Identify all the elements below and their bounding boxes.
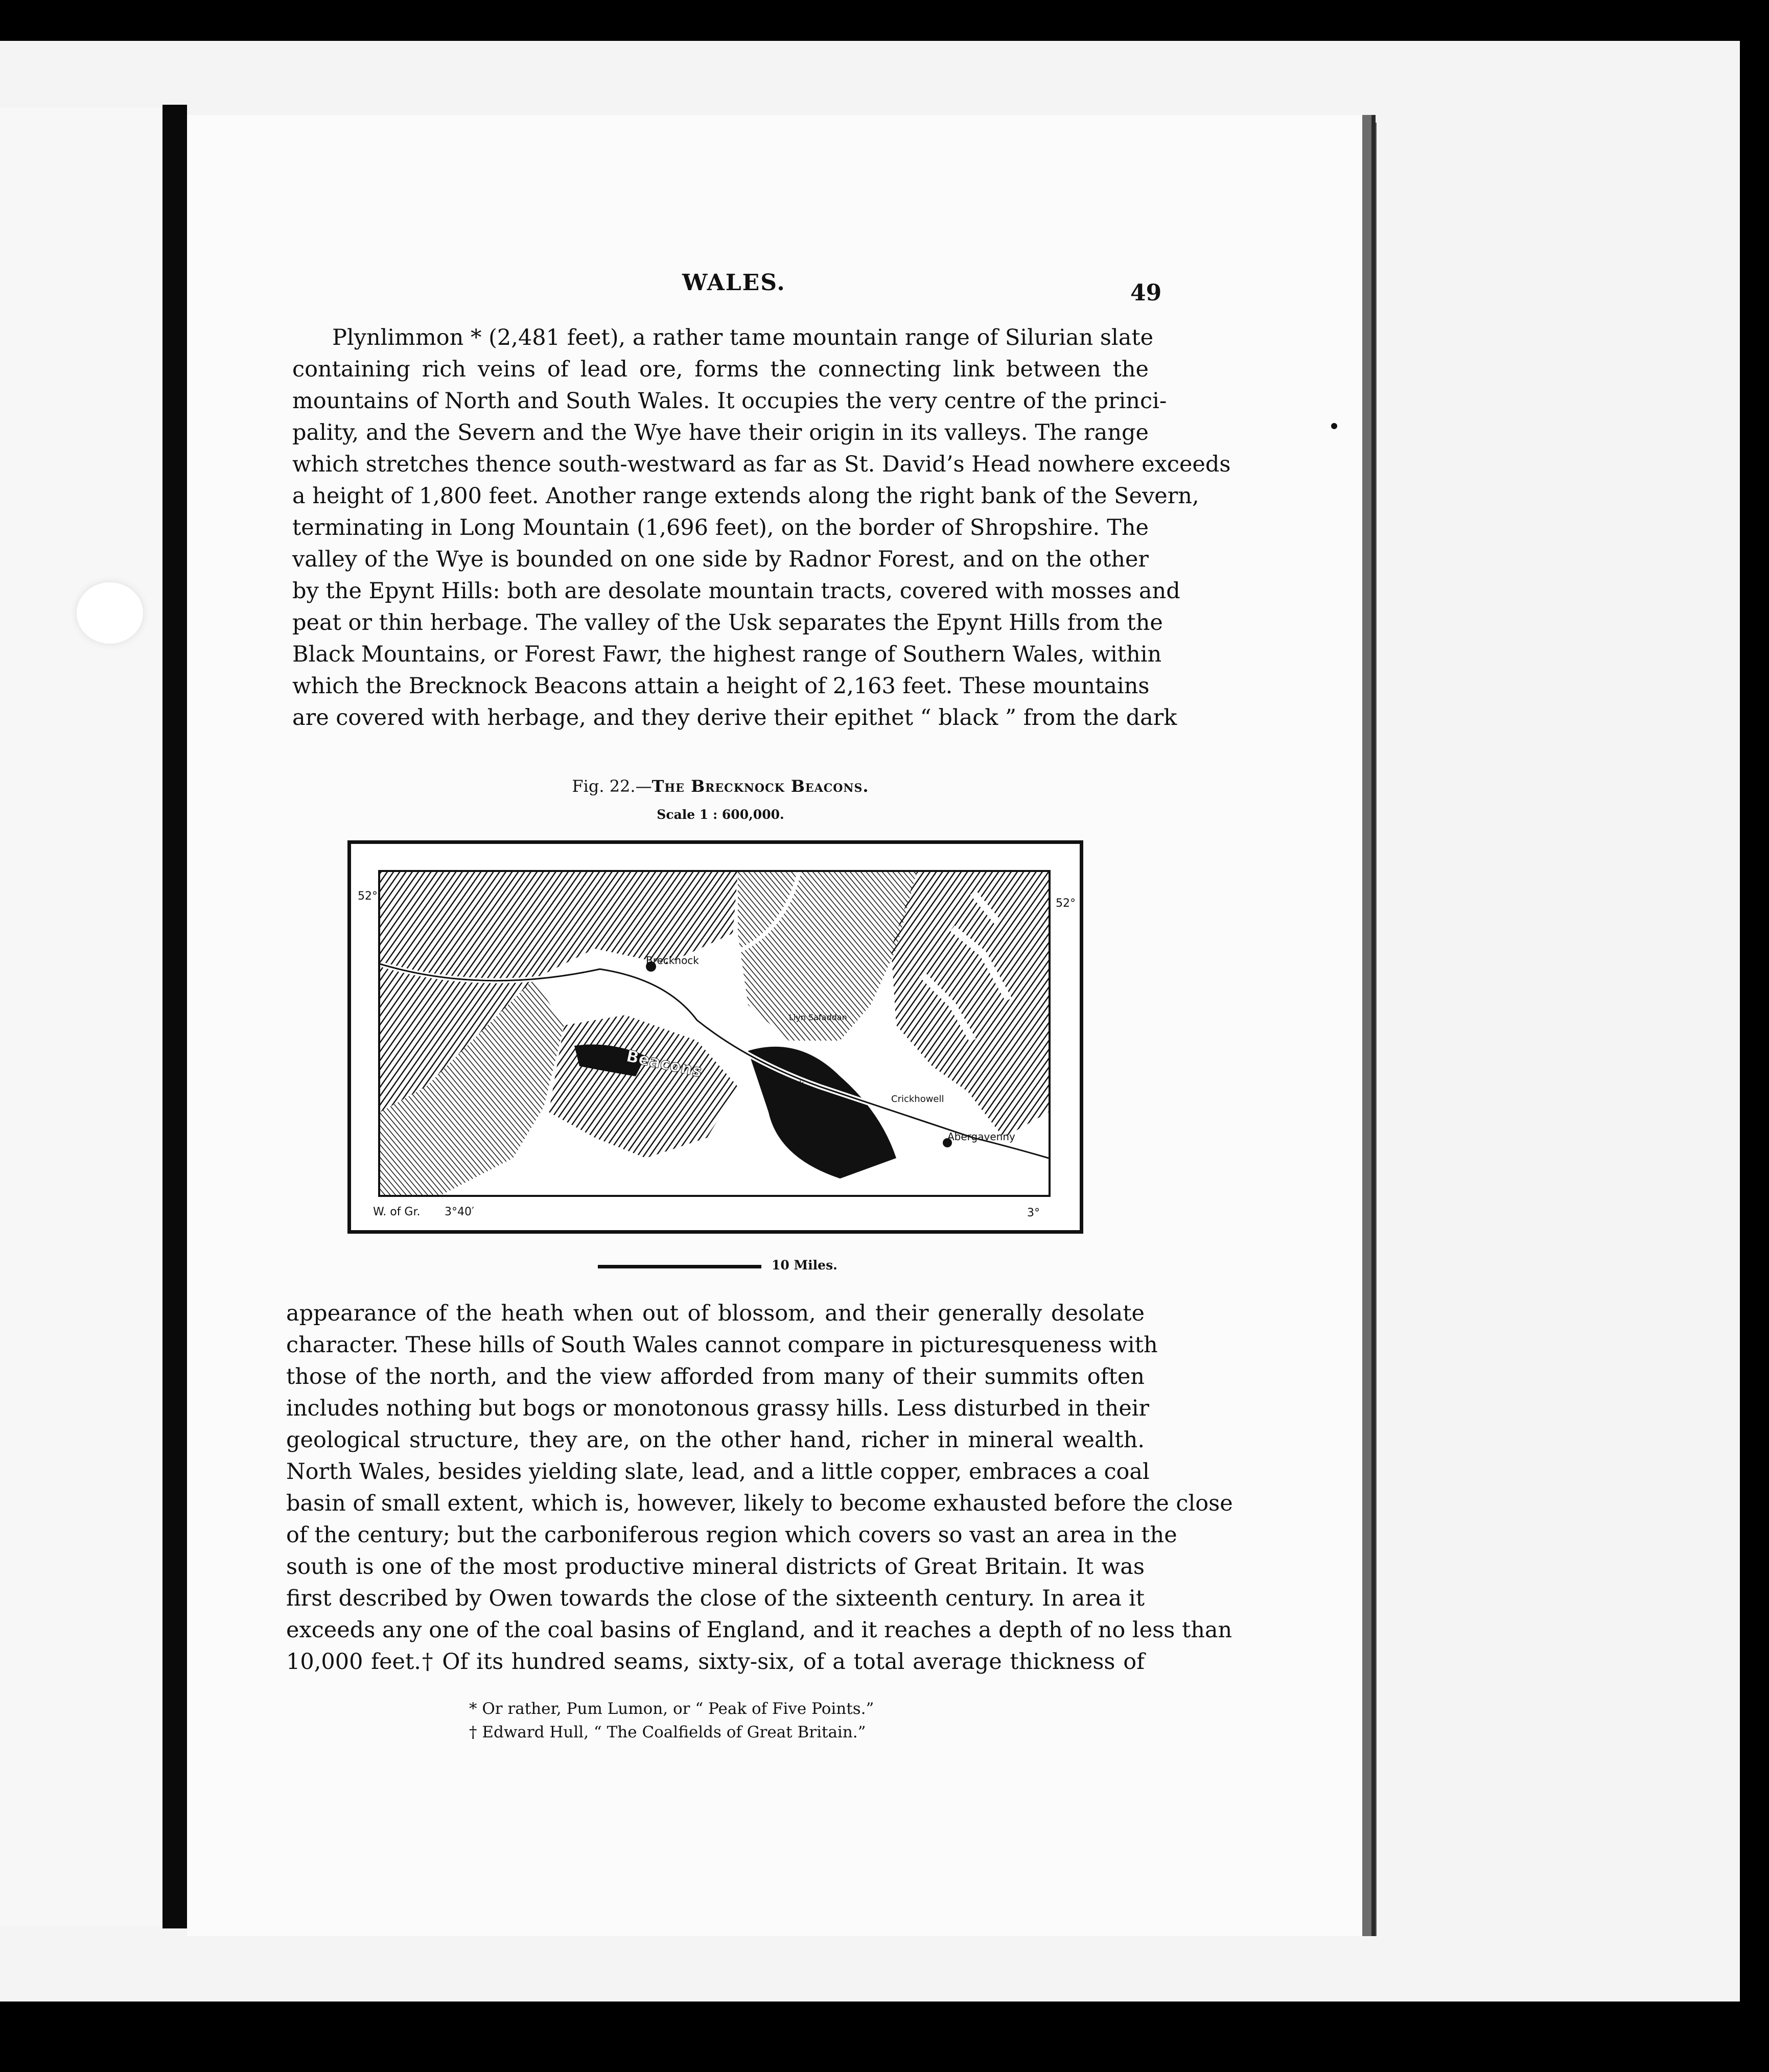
ink-speck [1331, 423, 1337, 429]
running-head: WALES. [682, 270, 786, 296]
paper-smudge [77, 582, 143, 644]
footnotes [469, 1697, 874, 1744]
text-line: valley of the Wye is bounded on one side by Radnor Forest, and on the other [292, 547, 1149, 572]
relief-map [380, 872, 1049, 1195]
figure-caption [567, 776, 874, 796]
map-credit: W. of Gr. [373, 1206, 421, 1218]
text-line: terminating in Long Mountain (1,696 feet), on the border of Shropshire. The [292, 515, 1149, 540]
footnote: * Or rather, Pum Lumon, or “ Peak of Five Points.” [469, 1700, 874, 1718]
map-engraving [378, 870, 1051, 1197]
figure-scale: Scale 1 : 600,000. [657, 807, 784, 822]
figure-caption-prefix: Fig. 22.— [572, 776, 652, 796]
text-line: appearance of the heath when out of blossom, and their generally desolate [286, 1301, 1145, 1326]
text-line: those of the north, and the view afforded from many of their summits often [286, 1364, 1145, 1390]
map-label-crickhowell: Crickhowell [891, 1094, 944, 1104]
scale-bar [598, 1265, 761, 1268]
text-line: mountains of North and South Wales. It occupies the very centre of the princi- [292, 388, 1167, 414]
map-lon-right: 3° [1027, 1207, 1040, 1219]
map-label-abergavenny: Abergavenny [947, 1131, 1015, 1143]
text-line: which stretches thence south-westward as far as St. David’s Head nowhere exceeds [292, 452, 1231, 477]
facing-page [0, 107, 165, 1926]
text-line: Black Mountains, or Forest Fawr, the highest range of Southern Wales, within [292, 642, 1162, 667]
text-line: North Wales, besides yielding slate, lead, and a little copper, embraces a coal [286, 1459, 1150, 1485]
text-line: south is one of the most productive mineral districts of Great Britain. It was [286, 1554, 1145, 1580]
text-line: 10,000 feet.† Of its hundred seams, sixty-six, of a total average thickness of [286, 1649, 1145, 1675]
text-line: basin of small extent, which is, however, likely to become exhausted before the close [286, 1491, 1233, 1516]
paragraph-1 [292, 322, 1231, 734]
text-line: exceeds any one of the coal basins of England, and it reaches a depth of no less than [286, 1617, 1232, 1643]
scale-bar-label: 10 Miles. [772, 1258, 837, 1273]
book-spine [162, 105, 187, 1928]
figure-caption-title: The Brecknock Beacons. [651, 776, 869, 796]
text-line: by the Epynt Hills: both are desolate mountain tracts, covered with mosses and [292, 578, 1180, 604]
text-line: character. These hills of South Wales cannot compare in picturesqueness with [286, 1332, 1158, 1358]
text-line: Plynlimmon * (2,481 feet), a rather tame mountain range of Silurian slate [332, 325, 1154, 350]
text-line: are covered with herbage, and they derive their epithet “ black ” from the dark [292, 705, 1177, 731]
paragraph-2 [286, 1298, 1233, 1678]
text-line: containing rich veins of lead ore, forms the connecting link between the [292, 357, 1149, 382]
text-line: geological structure, they are, on the other hand, richer in mineral wealth. [286, 1427, 1145, 1453]
footnote: † Edward Hull, “ The Coalfields of Great Britain.” [469, 1723, 866, 1741]
page-number: 49 [1130, 280, 1162, 306]
map-lat-right: 52° [1056, 897, 1076, 910]
text-line: which the Brecknock Beacons attain a height of 2,163 feet. These mountains [292, 673, 1150, 699]
map-lon-left: 3°40′ [445, 1206, 474, 1218]
text-line: peat or thin herbage. The valley of the Usk separates the Epynt Hills from the [292, 610, 1163, 635]
text-line: includes nothing but bogs or monotonous grassy hills. Less disturbed in their [286, 1396, 1150, 1421]
text-line: a height of 1,800 feet. Another range extends along the right bank of the Severn, [292, 483, 1199, 509]
map-label-lake: Llyn Safaddan [789, 1013, 847, 1022]
text-line: first described by Owen towards the close of the sixteenth century. In area it [286, 1586, 1145, 1611]
map-lat-left: 52° [358, 890, 378, 903]
map-label-beacons: Beacons [624, 1046, 704, 1081]
map-label-brecknock: Brecknock [646, 954, 699, 967]
text-line: of the century; but the carboniferous region which covers so vast an area in the [286, 1522, 1177, 1548]
map-label-river: Usk [789, 1079, 804, 1089]
text-line: pality, and the Severn and the Wye have their origin in its valleys. The range [292, 420, 1149, 445]
